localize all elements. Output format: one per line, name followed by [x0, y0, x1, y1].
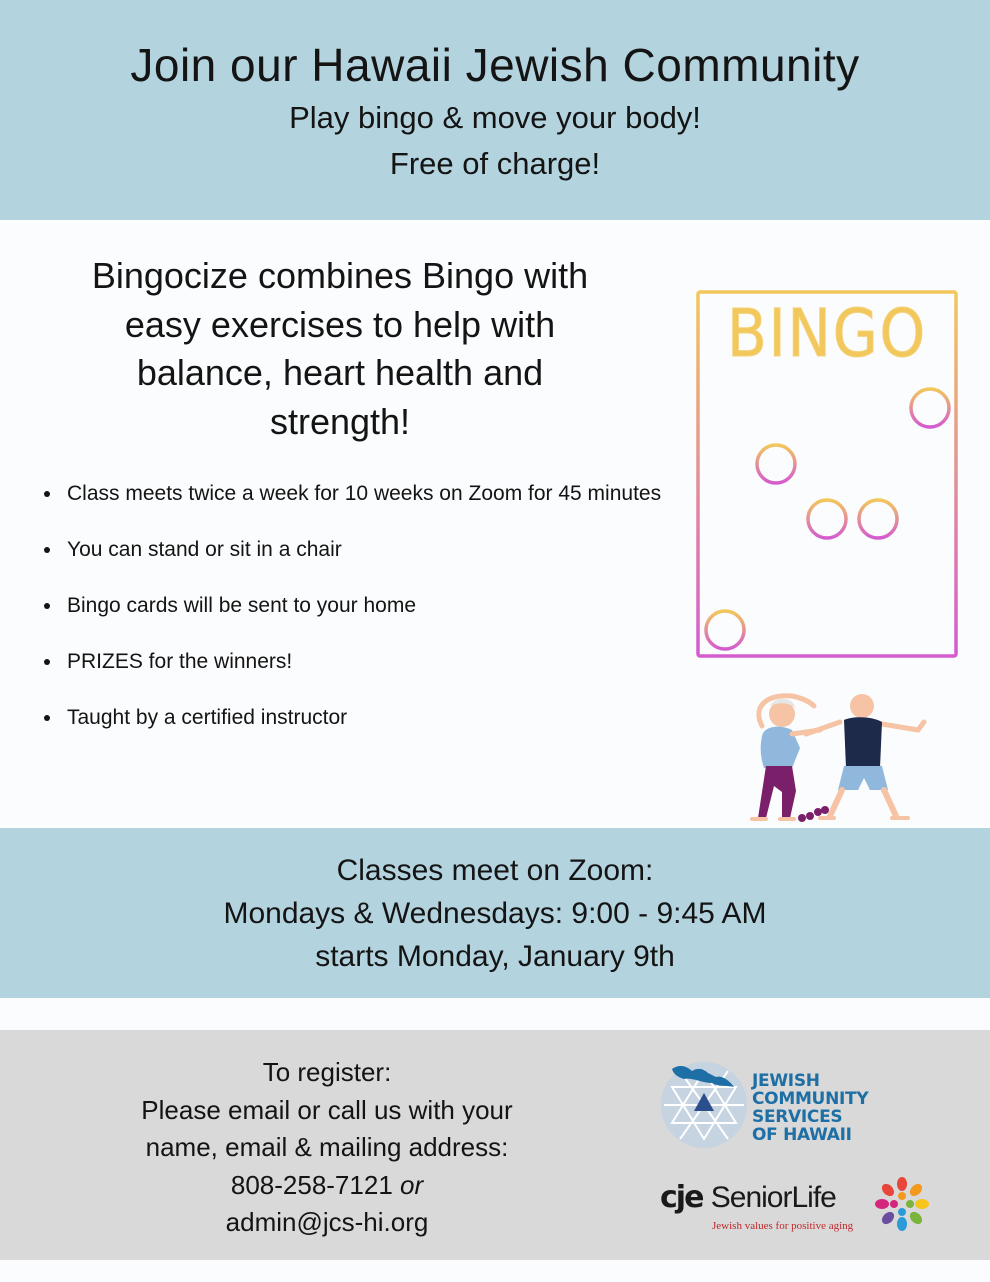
or-text: or — [400, 1169, 424, 1200]
bingo-marker — [911, 389, 949, 427]
bingo-marker — [757, 445, 795, 483]
list-item — [30, 592, 670, 619]
phone-number[interactable]: 808-258-7121 — [230, 1169, 393, 1200]
cje-name: SeniorLife — [710, 1181, 836, 1214]
list-item — [30, 480, 670, 507]
header-banner — [0, 0, 990, 220]
jcs-line: COMMUNITY — [752, 1089, 869, 1109]
bingo-card-illustration — [694, 288, 960, 660]
schedule-start-date: starts Monday, January 9th — [315, 940, 675, 973]
subtitle-bingo: Play bingo & move your body! — [289, 100, 701, 135]
exercising-seniors-illustration — [722, 686, 932, 826]
man-figure — [806, 694, 924, 818]
bingo-marker — [859, 500, 897, 538]
jcs-line: OF HAWAII — [752, 1125, 852, 1145]
cje-brand: cje — [660, 1180, 703, 1215]
list-item-text: Class meets twice a week for 10 weeks on Zoom for 45 minutes — [67, 482, 662, 505]
list-item-text: Taught by a certified instructor — [67, 706, 348, 729]
register-contact — [62, 1167, 592, 1205]
register-text — [62, 1054, 592, 1242]
list-item-text: Bingo cards will be sent to your home — [67, 594, 417, 617]
subtitle-free: Free of charge! — [389, 146, 601, 181]
schedule-banner — [0, 828, 990, 998]
jcs-line: SERVICES — [752, 1107, 843, 1127]
bullet-icon — [44, 491, 50, 497]
bullet-icon — [44, 547, 50, 553]
bullet-icon — [44, 659, 50, 665]
list-item-text: PRIZES for the winners! — [67, 650, 293, 673]
intro-line: Bingocize combines Bingo with — [91, 255, 589, 296]
list-item — [30, 648, 670, 675]
cje-tagline: Jewish values for positive aging — [712, 1220, 854, 1232]
list-item — [30, 536, 670, 563]
bullet-icon — [44, 715, 50, 721]
bullet-icon — [44, 603, 50, 609]
email-address[interactable]: admin@jcs-hi.org — [225, 1207, 429, 1238]
feature-list — [30, 480, 670, 760]
bingo-title: BINGO — [727, 295, 927, 372]
intro-line: balance, heart health and — [136, 352, 544, 393]
intro-text — [20, 252, 660, 446]
schedule-times: Mondays & Wednesdays: 9:00 - 9:45 AM — [223, 897, 767, 930]
bingo-marker — [706, 611, 744, 649]
list-item — [30, 704, 670, 731]
intro-line: strength! — [269, 400, 411, 442]
register-line: name, email & mailing address: — [145, 1132, 509, 1163]
intro-line: easy exercises to help with — [124, 303, 556, 345]
list-item-text: You can stand or sit in a chair — [67, 538, 342, 561]
jcs-wordmark — [752, 1072, 868, 1144]
page-title: Join our Hawaii Jewish Community — [130, 39, 860, 91]
schedule-heading: Classes meet on Zoom: — [336, 854, 654, 887]
cje-wordmark — [660, 1180, 836, 1215]
cje-flower-icon — [872, 1176, 932, 1232]
bingo-marker — [808, 500, 846, 538]
woman-figure — [752, 696, 820, 819]
register-line: Please email or call us with your — [141, 1094, 513, 1125]
jcs-line: JEWISH — [752, 1071, 820, 1091]
register-heading: To register: — [262, 1057, 392, 1087]
